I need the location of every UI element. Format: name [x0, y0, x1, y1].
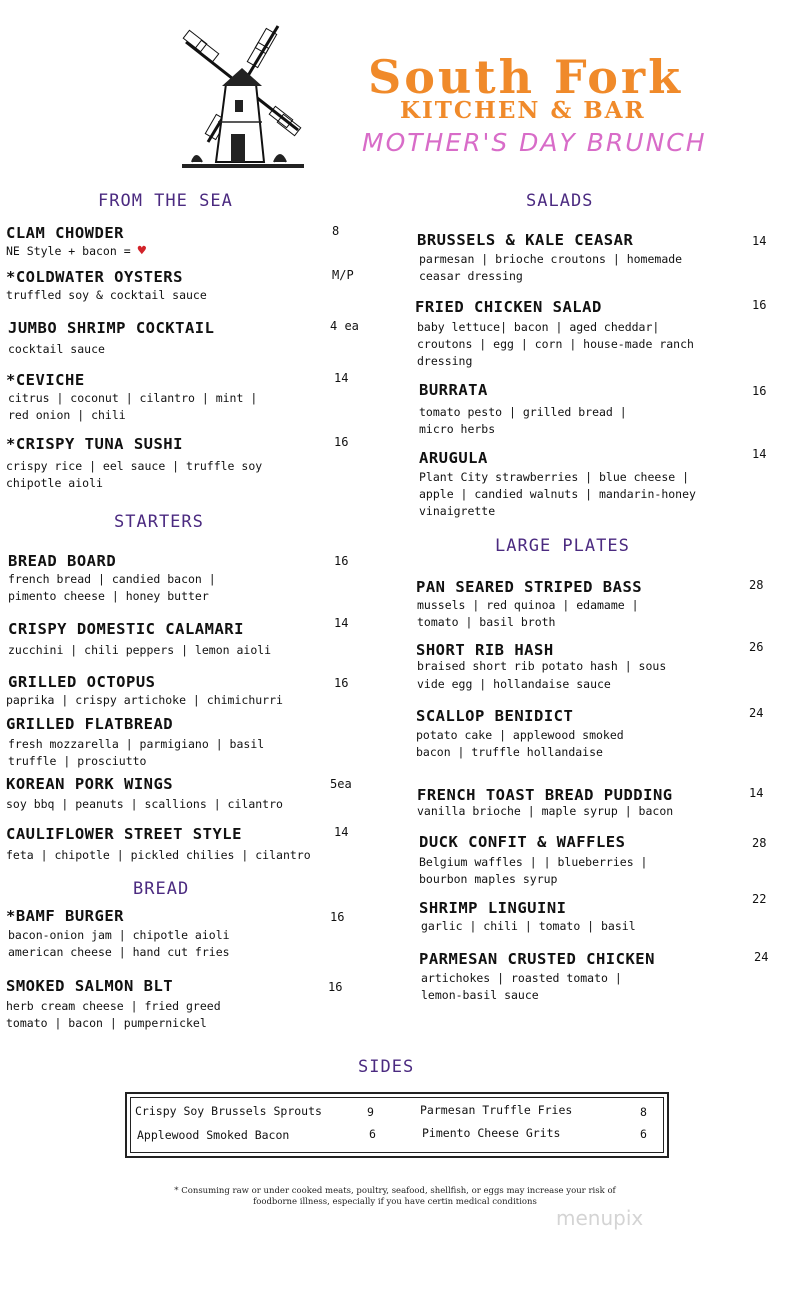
section-title-bread: BREAD — [133, 879, 190, 899]
menu-item-name: BURRATA — [419, 381, 488, 399]
menu-item-price: 8 — [332, 224, 340, 238]
brand-name: South Fork — [368, 50, 683, 104]
menu-item-price: 14 — [334, 371, 349, 385]
footnote: * Consuming raw or under cooked meats, poultry, seafood, shellfish, or eggs may increase your risk of foodborne illness, especially if you have certin medical conditions — [174, 1186, 616, 1207]
menu-item-price: 14 — [752, 234, 767, 248]
side-item-name: Pimento Cheese Grits — [422, 1126, 561, 1140]
section-title-salads: SALADS — [526, 191, 594, 211]
menu-item-price: 28 — [749, 578, 764, 592]
menu-item-name: DUCK CONFIT & WAFFLES — [419, 833, 626, 851]
menu-item-desc: Plant City strawberries | blue cheese | — [419, 470, 690, 484]
menu-item-name: FRIED CHICKEN SALAD — [415, 298, 602, 316]
menu-item-desc: paprika | crispy artichoke | chimichurri — [6, 693, 283, 707]
side-item-name: Crispy Soy Brussels Sprouts — [135, 1104, 322, 1118]
menu-item-desc: lemon-basil sauce — [421, 988, 539, 1002]
menu-item-name: GRILLED OCTOPUS — [8, 673, 156, 691]
menu-item-price: 16 — [328, 980, 343, 994]
side-item-name: Applewood Smoked Bacon — [137, 1128, 290, 1142]
menu-item-desc: Belgium waffles | | blueberries | — [419, 855, 648, 869]
menu-item-price: 14 — [334, 825, 349, 839]
menu-item-desc: cocktail sauce — [8, 342, 105, 356]
menu-item-desc: red onion | chili — [8, 408, 126, 422]
menu-item-name: *CRISPY TUNA SUSHI — [6, 435, 183, 453]
menu-item-desc: french bread | candied bacon | — [8, 572, 216, 586]
menu-item-name: JUMBO SHRIMP COCKTAIL — [8, 319, 215, 337]
brand-subtitle: KITCHEN & BAR — [400, 97, 646, 124]
windmill-icon — [178, 22, 308, 172]
menu-item-desc: vinaigrette — [419, 504, 496, 518]
menu-item-price: 26 — [749, 640, 764, 654]
menu-item-name: *CEVICHE — [6, 371, 85, 389]
menu-item-desc: zucchini | chili peppers | lemon aioli — [8, 643, 272, 657]
section-title-sides: SIDES — [358, 1057, 415, 1077]
menu-item-desc: truffled soy & cocktail sauce — [6, 288, 207, 302]
menu-item-name: KOREAN PORK WINGS — [6, 775, 174, 793]
menu-item-price: 16 — [334, 554, 349, 568]
menu-item-desc: mussels | red quinoa | edamame | — [417, 598, 639, 612]
menu-item-desc: potato cake | applewood smoked — [416, 728, 624, 742]
menu-item-price: 4 ea — [330, 319, 359, 333]
menu-item-desc: pimento cheese | honey butter — [8, 589, 209, 603]
menu-item-name: PARMESAN CRUSTED CHICKEN — [419, 950, 655, 968]
menu-item-price: 16 — [334, 676, 349, 690]
side-item-price: 6 — [640, 1127, 647, 1141]
menu-item-desc: baby lettuce| bacon | aged cheddar| — [417, 320, 660, 334]
menu-item-desc: dressing — [417, 354, 473, 368]
menu-item-name: GRILLED FLATBREAD — [6, 715, 174, 733]
menu-item-desc: micro herbs — [419, 422, 496, 436]
menu-item-desc: fresh mozzarella | parmigiano | basil — [8, 737, 265, 751]
menu-item-name: CRISPY DOMESTIC CALAMARI — [8, 620, 244, 638]
menu-item-name: SHRIMP LINGUINI — [419, 899, 567, 917]
menu-item-desc: croutons | egg | corn | house-made ranch — [417, 337, 694, 351]
side-item-price: 8 — [640, 1105, 647, 1119]
menu-item-price: 5ea — [330, 777, 352, 791]
menu-item-name: SCALLOP BENIDICT — [416, 707, 574, 725]
menu-item-name: *COLDWATER OYSTERS — [6, 268, 183, 286]
menu-item-desc: vide egg | hollandaise sauce — [417, 677, 611, 691]
menu-item-name: CLAM CHOWDER — [6, 224, 124, 242]
menu-item-desc: bourbon maples syrup — [419, 872, 558, 886]
menu-item-name: *BAMF BURGER — [6, 907, 124, 925]
menu-item-desc: parmesan | brioche croutons | homemade — [419, 252, 683, 266]
menu-item-desc: citrus | coconut | cilantro | mint | — [8, 391, 258, 405]
side-item-name: Parmesan Truffle Fries — [420, 1103, 573, 1117]
heart-icon: ♥ — [137, 243, 146, 259]
menu-item-desc: artichokes | roasted tomato | — [421, 971, 622, 985]
sides-inner-border — [130, 1097, 664, 1153]
menu-item-name: ARUGULA — [419, 449, 488, 467]
watermark: menupix — [556, 1206, 644, 1230]
menu-item-price: 16 — [330, 910, 345, 924]
menu-item-price: 28 — [752, 836, 767, 850]
menu-item-price: 24 — [754, 950, 769, 964]
menu-item-price: 16 — [334, 435, 349, 449]
menu-item-desc: ceasar dressing — [419, 269, 523, 283]
menu-item-name: CAULIFLOWER STREET STYLE — [6, 825, 242, 843]
menu-item-desc: tomato | basil broth — [417, 615, 556, 629]
menu-item-desc: chipotle aioli — [6, 476, 103, 490]
menu-item-price: 24 — [749, 706, 764, 720]
event-title: MOTHER'S DAY BRUNCH — [362, 128, 707, 157]
menu-item-price: 22 — [752, 892, 767, 906]
menu-item-price: 14 — [752, 447, 767, 461]
menu-item-desc: tomato | bacon | pumpernickel — [6, 1016, 207, 1030]
menu-item-desc: vanilla brioche | maple syrup | bacon — [417, 804, 674, 818]
menu-item-desc: crispy rice | eel sauce | truffle soy — [6, 459, 263, 473]
menu-item-desc: braised short rib potato hash | sous — [417, 659, 667, 673]
menu-item-desc: soy bbq | peanuts | scallions | cilantro — [6, 797, 283, 811]
menu-item-desc: herb cream cheese | fried greed — [6, 999, 221, 1013]
menu-item-name: BRUSSELS & KALE CEASAR — [417, 231, 634, 249]
side-item-price: 6 — [369, 1127, 376, 1141]
menu-item-desc: bacon | truffle hollandaise — [416, 745, 603, 759]
menu-item-price: 16 — [752, 298, 767, 312]
menu-item-desc: garlic | chili | tomato | basil — [421, 919, 636, 933]
section-title-starters: STARTERS — [114, 512, 204, 532]
menu-item-desc: apple | candied walnuts | mandarin-honey — [419, 487, 696, 501]
menu-item-price: 16 — [752, 384, 767, 398]
menu-item-name: SHORT RIB HASH — [416, 641, 554, 659]
menu-item-name: BREAD BOARD — [8, 552, 117, 570]
menu-item-desc: american cheese | hand cut fries — [8, 945, 230, 959]
menu-item-name: PAN SEARED STRIPED BASS — [416, 578, 643, 596]
side-item-price: 9 — [367, 1105, 374, 1119]
menu-item-price: 14 — [334, 616, 349, 630]
menu-item-price: M/P — [332, 268, 354, 282]
menu-item-name: SMOKED SALMON BLT — [6, 977, 174, 995]
sides-box — [125, 1092, 669, 1158]
menu-item-price: 14 — [749, 786, 764, 800]
section-title-large-plates: LARGE PLATES — [495, 536, 630, 556]
section-title-sea: FROM THE SEA — [98, 191, 233, 211]
menu-item-desc: tomato pesto | grilled bread | — [419, 405, 627, 419]
menu-item-desc: bacon-onion jam | chipotle aioli — [8, 928, 230, 942]
menu-item-desc: truffle | prosciutto — [8, 754, 147, 768]
menu-item-desc: NE Style + bacon = ♥ — [6, 243, 146, 259]
menu-item-desc: feta | chipotle | pickled chilies | cilantro — [6, 848, 311, 862]
menu-item-name: FRENCH TOAST BREAD PUDDING — [417, 786, 673, 804]
